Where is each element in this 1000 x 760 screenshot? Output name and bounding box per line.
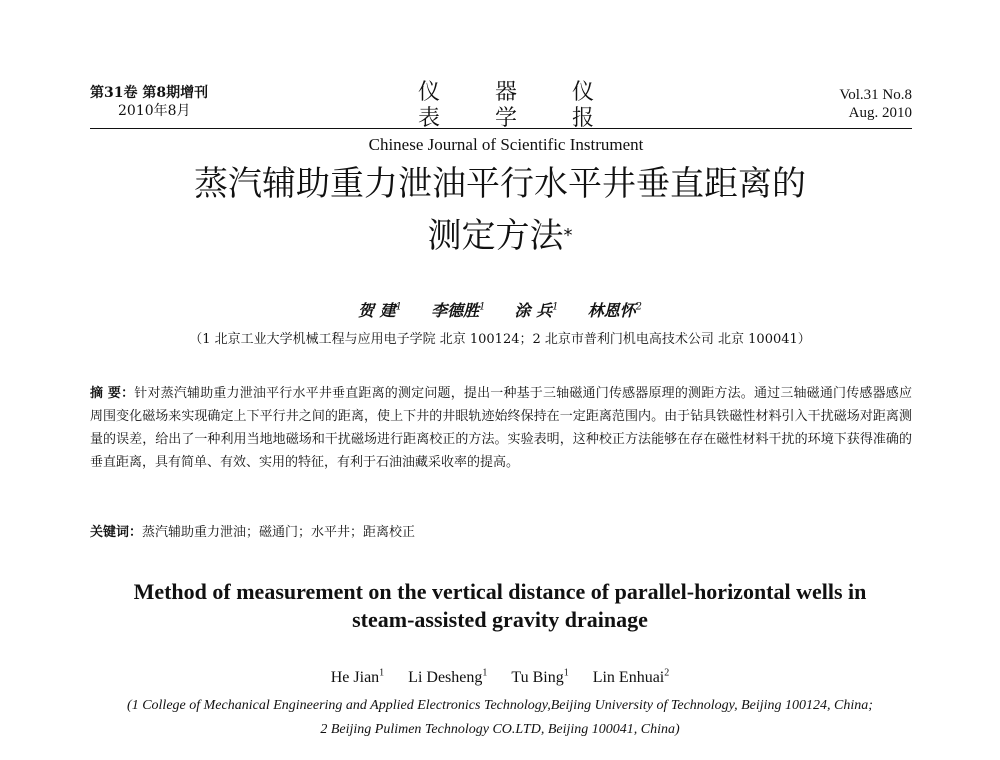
author-affiliation-mark: 1 xyxy=(479,301,486,313)
date-en: Aug. 2010 xyxy=(848,105,912,121)
author-affiliation-mark: 2 xyxy=(664,668,670,679)
keywords-text: 蒸汽辅助重力泄油；磁通门；水平井；距离校正 xyxy=(142,525,416,540)
author-name: Tu Bing xyxy=(511,669,564,687)
affiliation-en-line2: 2 Beijing Pulimen Technology CO.LTD, Beijing 100041, China) xyxy=(320,722,680,737)
author-affiliation-mark: 1 xyxy=(379,668,385,679)
affiliation-en xyxy=(80,694,920,742)
author-affiliation-mark: 1 xyxy=(563,668,569,679)
author-name: He Jian xyxy=(330,669,380,687)
title-cn-line1: 蒸汽辅助重力泄油平行水平井垂直距离的 xyxy=(194,164,806,204)
author-cn xyxy=(431,301,485,320)
author-affiliation-mark: 1 xyxy=(395,301,402,313)
header-right xyxy=(839,86,912,122)
author-cn xyxy=(588,301,642,320)
author-en xyxy=(511,669,568,686)
affiliation-cn: （1 北京工业大学机械工程与应用电子学院 北京 100124；2 北京市普利门机电高技术公司 北京 100041） xyxy=(189,332,811,347)
author-affiliation-mark: 2 xyxy=(635,301,642,313)
abstract-label: 摘 要： xyxy=(90,386,135,401)
journal-header xyxy=(90,80,912,154)
abstract-cn xyxy=(90,382,912,474)
title-footnote-mark: * xyxy=(563,225,573,246)
title-en-line1: Method of measurement on the vertical distance of parallel-horizontal wells in xyxy=(133,579,867,604)
header-center xyxy=(360,80,652,156)
author-en xyxy=(408,669,487,686)
authors-en xyxy=(0,668,1000,687)
title-cn-line2: 测定方法 xyxy=(427,216,564,256)
author-cn xyxy=(358,301,402,320)
paper-title-en xyxy=(60,578,940,634)
author-name: 贺 建 xyxy=(358,301,396,320)
author-name: 涂 兵 xyxy=(514,301,553,320)
affiliation-en-line1: (1 College of Mechanical Engineering and Applied Electronics Technology,Beijing University of Technology, Beijing 100124, China; xyxy=(127,698,873,713)
paper-title-cn xyxy=(60,158,940,262)
author-affiliation-mark: 1 xyxy=(482,668,488,679)
volume-issue-en: Vol.31 No.8 xyxy=(839,87,912,103)
author-affiliation-mark: 1 xyxy=(552,301,559,313)
authors-cn xyxy=(0,298,1000,321)
journal-name-en: Chinese Journal of Scientific Instrument xyxy=(368,135,644,154)
abstract-text: 针对蒸汽辅助重力泄油平行水平井垂直距离的测定问题，提出一种基于三轴磁通门传感器原理的测距方法。通过三轴磁通门传感器感应周围变化磁场来实现确定上下平行井之间的距离，使上下井的井眼轨迹始终保持在一定距离范围内。由于钻具铁磁性材料引入干扰磁场对距离测量的误差，给出了一种利用当地地磁场和干扰磁场进行距离校正的方法。实验表明，这种校正方法能够在存在磁性材料干扰的环境下获得准确的垂直距离，具有简单、有效、实用的特征，有利于石油油藏采收率的提高。 xyxy=(90,386,912,470)
title-en-line2: steam-assisted gravity drainage xyxy=(352,607,648,632)
author-en xyxy=(331,669,384,686)
header-left xyxy=(90,84,208,120)
journal-name-cn: 仪 器 仪 表 学 报 xyxy=(418,80,618,131)
header-rule xyxy=(90,128,912,129)
author-name: Li Desheng xyxy=(408,669,483,687)
date-cn: 2010年8月 xyxy=(118,103,191,119)
author-name: 林恩怀 xyxy=(587,301,636,320)
author-name: 李德胜 xyxy=(431,301,480,320)
title-cn-line2-wrap xyxy=(60,210,940,262)
author-en xyxy=(593,669,670,686)
volume-issue-cn: 第31卷 第8期增刊 xyxy=(90,85,209,101)
keywords-label: 关键词： xyxy=(90,525,143,540)
keywords-cn xyxy=(90,522,912,544)
author-cn xyxy=(515,301,559,320)
author-name: Lin Enhuai xyxy=(592,669,665,687)
